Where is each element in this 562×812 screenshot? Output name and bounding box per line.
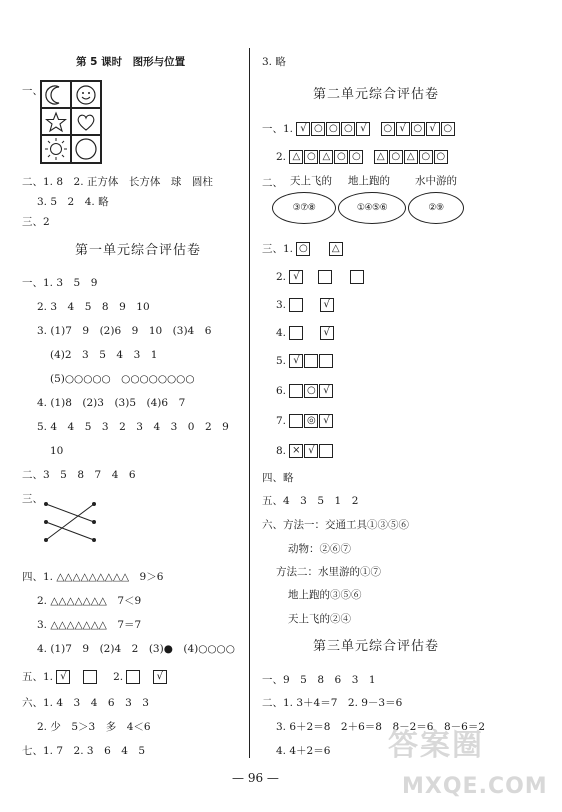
answer-box <box>289 384 303 398</box>
answer-box: ○ <box>419 150 433 164</box>
item-label: 一、1. <box>262 123 294 135</box>
smiley-icon <box>71 81 101 108</box>
answer-box: ○ <box>304 384 318 398</box>
unit1-line: (4)2 3 5 4 3 1 <box>50 349 158 361</box>
answer-box: ○ <box>296 242 310 256</box>
answer-box: ○ <box>311 122 325 136</box>
oval-running: ①④⑤⑥ <box>338 192 406 224</box>
answer-box <box>350 270 364 284</box>
unit2-line <box>276 354 334 368</box>
unit3-line: 二、1. 3＋4＝7 2. 9－3＝6 <box>262 697 403 709</box>
answer-box: ○ <box>341 122 355 136</box>
answer-box: √ <box>319 384 333 398</box>
q1-label: 一、 <box>22 85 43 97</box>
answer-box: √ <box>426 122 440 136</box>
answer-box: △ <box>404 150 418 164</box>
answer-box: √ <box>396 122 410 136</box>
q3-answer: 3. 5 2 4. 略 <box>37 196 109 208</box>
answer-box <box>289 414 303 428</box>
unit2-line <box>276 326 335 340</box>
unit2-line: 方法二：水里游的①⑦ <box>276 566 381 578</box>
unit1-line: 2. △△△△△△△ 7＜9 <box>37 595 142 607</box>
answer-box: √ <box>356 122 370 136</box>
answer-box: √ <box>56 670 70 684</box>
unit2-line: 天上飞的②④ <box>288 613 351 625</box>
answer-box: ○ <box>411 122 425 136</box>
unit1-line: 10 <box>50 445 64 457</box>
column-divider <box>249 48 250 758</box>
answer-box <box>318 270 332 284</box>
answer-box: ◎ <box>304 414 318 428</box>
item-label: 7. <box>276 415 287 427</box>
answer-box <box>319 444 333 458</box>
answer-box: ○ <box>389 150 403 164</box>
unit3-line: 一、9 5 8 6 3 1 <box>262 674 376 686</box>
unit1-title: 第一单元综合评估卷 <box>75 243 202 258</box>
answer-box: △ <box>329 242 343 256</box>
oval-label: 天上飞的 <box>290 175 332 187</box>
matching-lines-diagram <box>38 494 106 550</box>
answer-box: √ <box>289 270 303 284</box>
q2-answer: 二、1. 8 2. 正方体 长方体 球 圆柱 <box>22 176 213 188</box>
unit2-line: 六、方法一：交通工具①③⑤⑥ <box>262 519 409 531</box>
unit1-line: 4. (1)8 (2)3 (3)5 (4)6 7 <box>37 397 186 409</box>
answer-box: △ <box>374 150 388 164</box>
circle-icon <box>71 135 101 163</box>
unit2-line: 二、 <box>262 177 283 189</box>
item-label: 8. <box>276 445 287 457</box>
answer-box <box>83 670 97 684</box>
answer-box: △ <box>289 150 303 164</box>
unit1-line: 二、3 5 8 7 4 6 <box>22 469 136 481</box>
sun-icon <box>41 135 71 163</box>
answer-box: √ <box>289 354 303 368</box>
unit2-line <box>276 270 365 284</box>
unit2-line <box>276 150 449 164</box>
answer-box: ○ <box>326 122 340 136</box>
unit1-line: 三、 <box>22 493 43 505</box>
unit2-line <box>276 414 334 428</box>
unit2-title: 第二单元综合评估卷 <box>313 87 440 102</box>
unit1-line: 2. 3 4 5 8 9 10 <box>37 301 150 313</box>
unit2-line <box>262 242 344 256</box>
unit2-line: 五、4 3 5 1 2 <box>262 495 359 507</box>
unit1-line: (5)○○○○○ ○○○○○○○○ <box>50 373 195 385</box>
answer-box: × <box>289 444 303 458</box>
star-icon <box>41 108 71 135</box>
unit2-line: 动物：②⑥⑦ <box>288 543 351 555</box>
unit1-line: 六、1. 4 3 4 6 3 3 <box>22 697 149 709</box>
answer-box <box>126 670 140 684</box>
answer-box: √ <box>320 326 334 340</box>
unit1-line <box>22 670 168 684</box>
oval-label: 地上跑的 <box>348 175 390 187</box>
unit1-line: 一、1. 3 5 9 <box>22 277 98 289</box>
answer-box: √ <box>319 414 333 428</box>
unit1-line: 4. (1)7 9 (2)4 2 (3)● (4)○○○○ <box>37 643 235 655</box>
item-label: 2. <box>276 271 287 283</box>
answer-box: √ <box>296 122 310 136</box>
unit2-line: 地上跑的③⑤⑥ <box>288 589 362 601</box>
item-label: 6. <box>276 385 287 397</box>
unit2-line <box>276 298 335 312</box>
watermark-url: MXQE.COM <box>402 774 548 799</box>
unit3-line: 4. 4＋2＝6 <box>276 745 331 757</box>
watermark-logo: 答案圈 <box>388 728 484 763</box>
answer-box: ○ <box>349 150 363 164</box>
unit3-title: 第三单元综合评估卷 <box>313 639 440 654</box>
answer-box: ○ <box>381 122 395 136</box>
answer-box <box>319 354 333 368</box>
lesson-title: 第 5 课时 图形与位置 <box>76 56 186 68</box>
oval-flying: ③⑦⑧ <box>272 192 336 224</box>
answer-box: △ <box>319 150 333 164</box>
item-label: 2. <box>276 151 287 163</box>
unit1-line: 四、1. △△△△△△△△△ 9＞6 <box>22 571 164 583</box>
q4-answer: 三、2 <box>22 216 50 228</box>
unit2-line <box>276 384 334 398</box>
answer-box <box>304 354 318 368</box>
answer-box: ○ <box>441 122 455 136</box>
answer-box: ○ <box>304 150 318 164</box>
page-number: — 96 — <box>232 771 279 785</box>
unit1-line: 七、1. 7 2. 3 6 4 5 <box>22 745 146 757</box>
item-label: 3. <box>276 299 287 311</box>
answer-box: √ <box>304 444 318 458</box>
answer-box <box>289 326 303 340</box>
item-label: 2. <box>113 671 124 683</box>
answer-box: √ <box>153 670 167 684</box>
right-top-line: 3. 略 <box>262 56 286 68</box>
answer-box: √ <box>320 298 334 312</box>
item-label: 五、1. <box>22 671 54 683</box>
answer-box <box>289 298 303 312</box>
item-label: 4. <box>276 327 287 339</box>
answer-box: ○ <box>334 150 348 164</box>
unit1-line: 3. △△△△△△△ 7＝7 <box>37 619 142 631</box>
oval-swimming: ②⑨ <box>408 192 464 224</box>
item-label: 5. <box>276 355 287 367</box>
unit2-line: 四、略 <box>262 472 294 484</box>
answer-box: ○ <box>434 150 448 164</box>
unit3-line: 3. 6＋2＝8 2＋6＝8 8－2＝6 8－6＝2 <box>276 721 486 733</box>
unit1-line: 3. (1)7 9 (2)6 9 10 (3)4 6 <box>37 325 212 337</box>
heart-icon <box>71 108 101 135</box>
unit2-line <box>262 122 456 136</box>
shape-grid <box>40 80 102 164</box>
oval-label: 水中游的 <box>415 175 457 187</box>
unit2-line <box>276 444 334 458</box>
moon-icon <box>41 81 71 108</box>
item-label: 三、1. <box>262 243 294 255</box>
unit1-line: 5. 4 4 5 3 2 3 4 3 0 2 9 <box>37 421 229 433</box>
unit1-line: 2. 少 5＞3 多 4＜6 <box>37 721 151 733</box>
